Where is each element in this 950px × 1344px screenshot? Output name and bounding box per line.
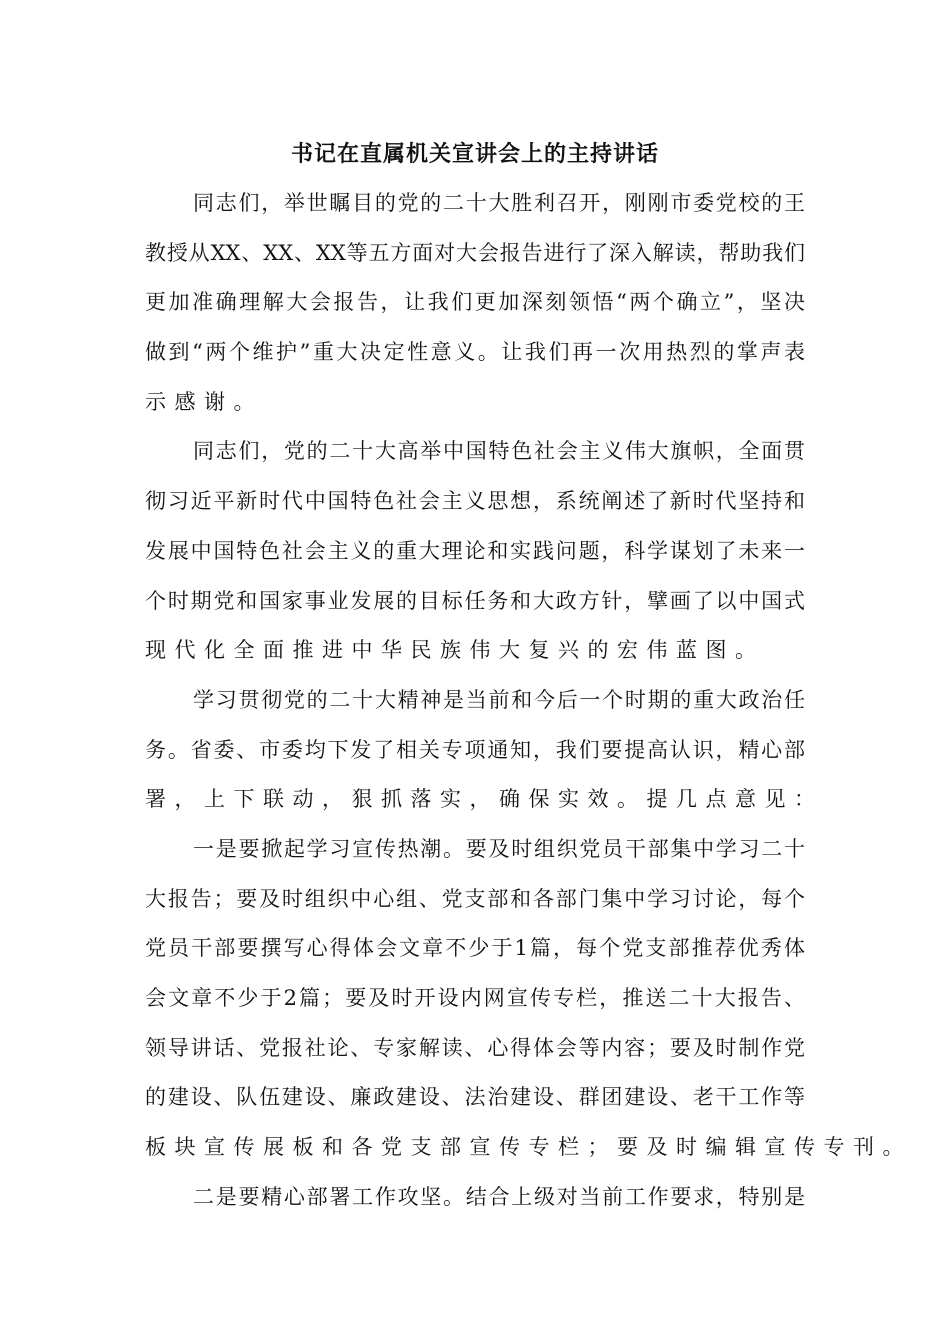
text-line: 一是要掀起学习宣传热潮。要及时组织党员干部集中学习二十: [193, 836, 805, 861]
text-line: 板块宣传展板和各党支部宣传专栏；要及时编辑宣传专刊。: [145, 1135, 912, 1160]
text-line: 的建设、队伍建设、廉政建设、法治建设、群团建设、老干工作等: [145, 1085, 805, 1110]
text-line: 领导讲话、党报社论、专家解读、心得体会等内容；要及时制作党: [145, 1035, 805, 1060]
document-page: [145, 134, 912, 1222]
text-line: 发展中国特色社会主义的重大理论和实践问题，科学谋划了未来一: [145, 538, 805, 563]
paragraph: [145, 427, 805, 675]
text-line: 大报告；要及时组织中心组、党支部和各部门集中学习讨论，每个: [145, 886, 805, 911]
text-line: 务。省委、市委均下发了相关专项通知，我们要提高认识，精心部: [145, 737, 805, 762]
text-line: 学习贯彻党的二十大精神是当前和今后一个时期的重大政治任: [193, 687, 805, 712]
paragraph: [145, 825, 912, 1173]
text-line: 个时期党和国家事业发展的目标任务和大政方针，擘画了以中国式: [145, 588, 805, 613]
paragraph: [145, 1173, 805, 1223]
text-line: 现代化全面推进中华民族伟大复兴的宏伟蓝图。: [145, 638, 765, 663]
text-line: 同志们，举世瞩目的党的二十大胜利召开，刚刚市委党校的王: [193, 191, 805, 215]
paragraph: [145, 676, 824, 825]
text-line: 二是要精心部署工作攻坚。结合上级对当前工作要求，特别是: [193, 1184, 805, 1209]
text-line: 示感谢。: [145, 389, 263, 414]
text-line: 会文章不少于2篇；要及时开设内网宣传专栏，推送二十大报告、: [145, 986, 805, 1010]
text-line: 署，上下联动，狠抓落实，确保实效。提几点意见：: [145, 787, 824, 812]
text-line: 彻习近平新时代中国特色社会主义思想，系统阐述了新时代坚持和: [145, 489, 805, 514]
paragraph: [145, 179, 805, 427]
document-title: 书记在直属机关宣讲会上的主持讲话: [290, 141, 659, 167]
text-line: 更加准确理解大会报告，让我们更加深刻领悟“两个确立”，坚决: [145, 290, 805, 315]
text-line: 教授从XX、XX、XX等五方面对大会报告进行了深入解读，帮助我们: [145, 240, 805, 265]
text-line: 党员干部要撰写心得体会文章不少于1篇，每个党支部推荐优秀体: [145, 936, 805, 961]
text-line: 做到“两个维护”重大决定性意义。让我们再一次用热烈的掌声表: [145, 340, 805, 365]
text-line: 同志们，党的二十大高举中国特色社会主义伟大旗帜，全面贯: [193, 439, 805, 464]
document-body: [145, 179, 912, 1222]
